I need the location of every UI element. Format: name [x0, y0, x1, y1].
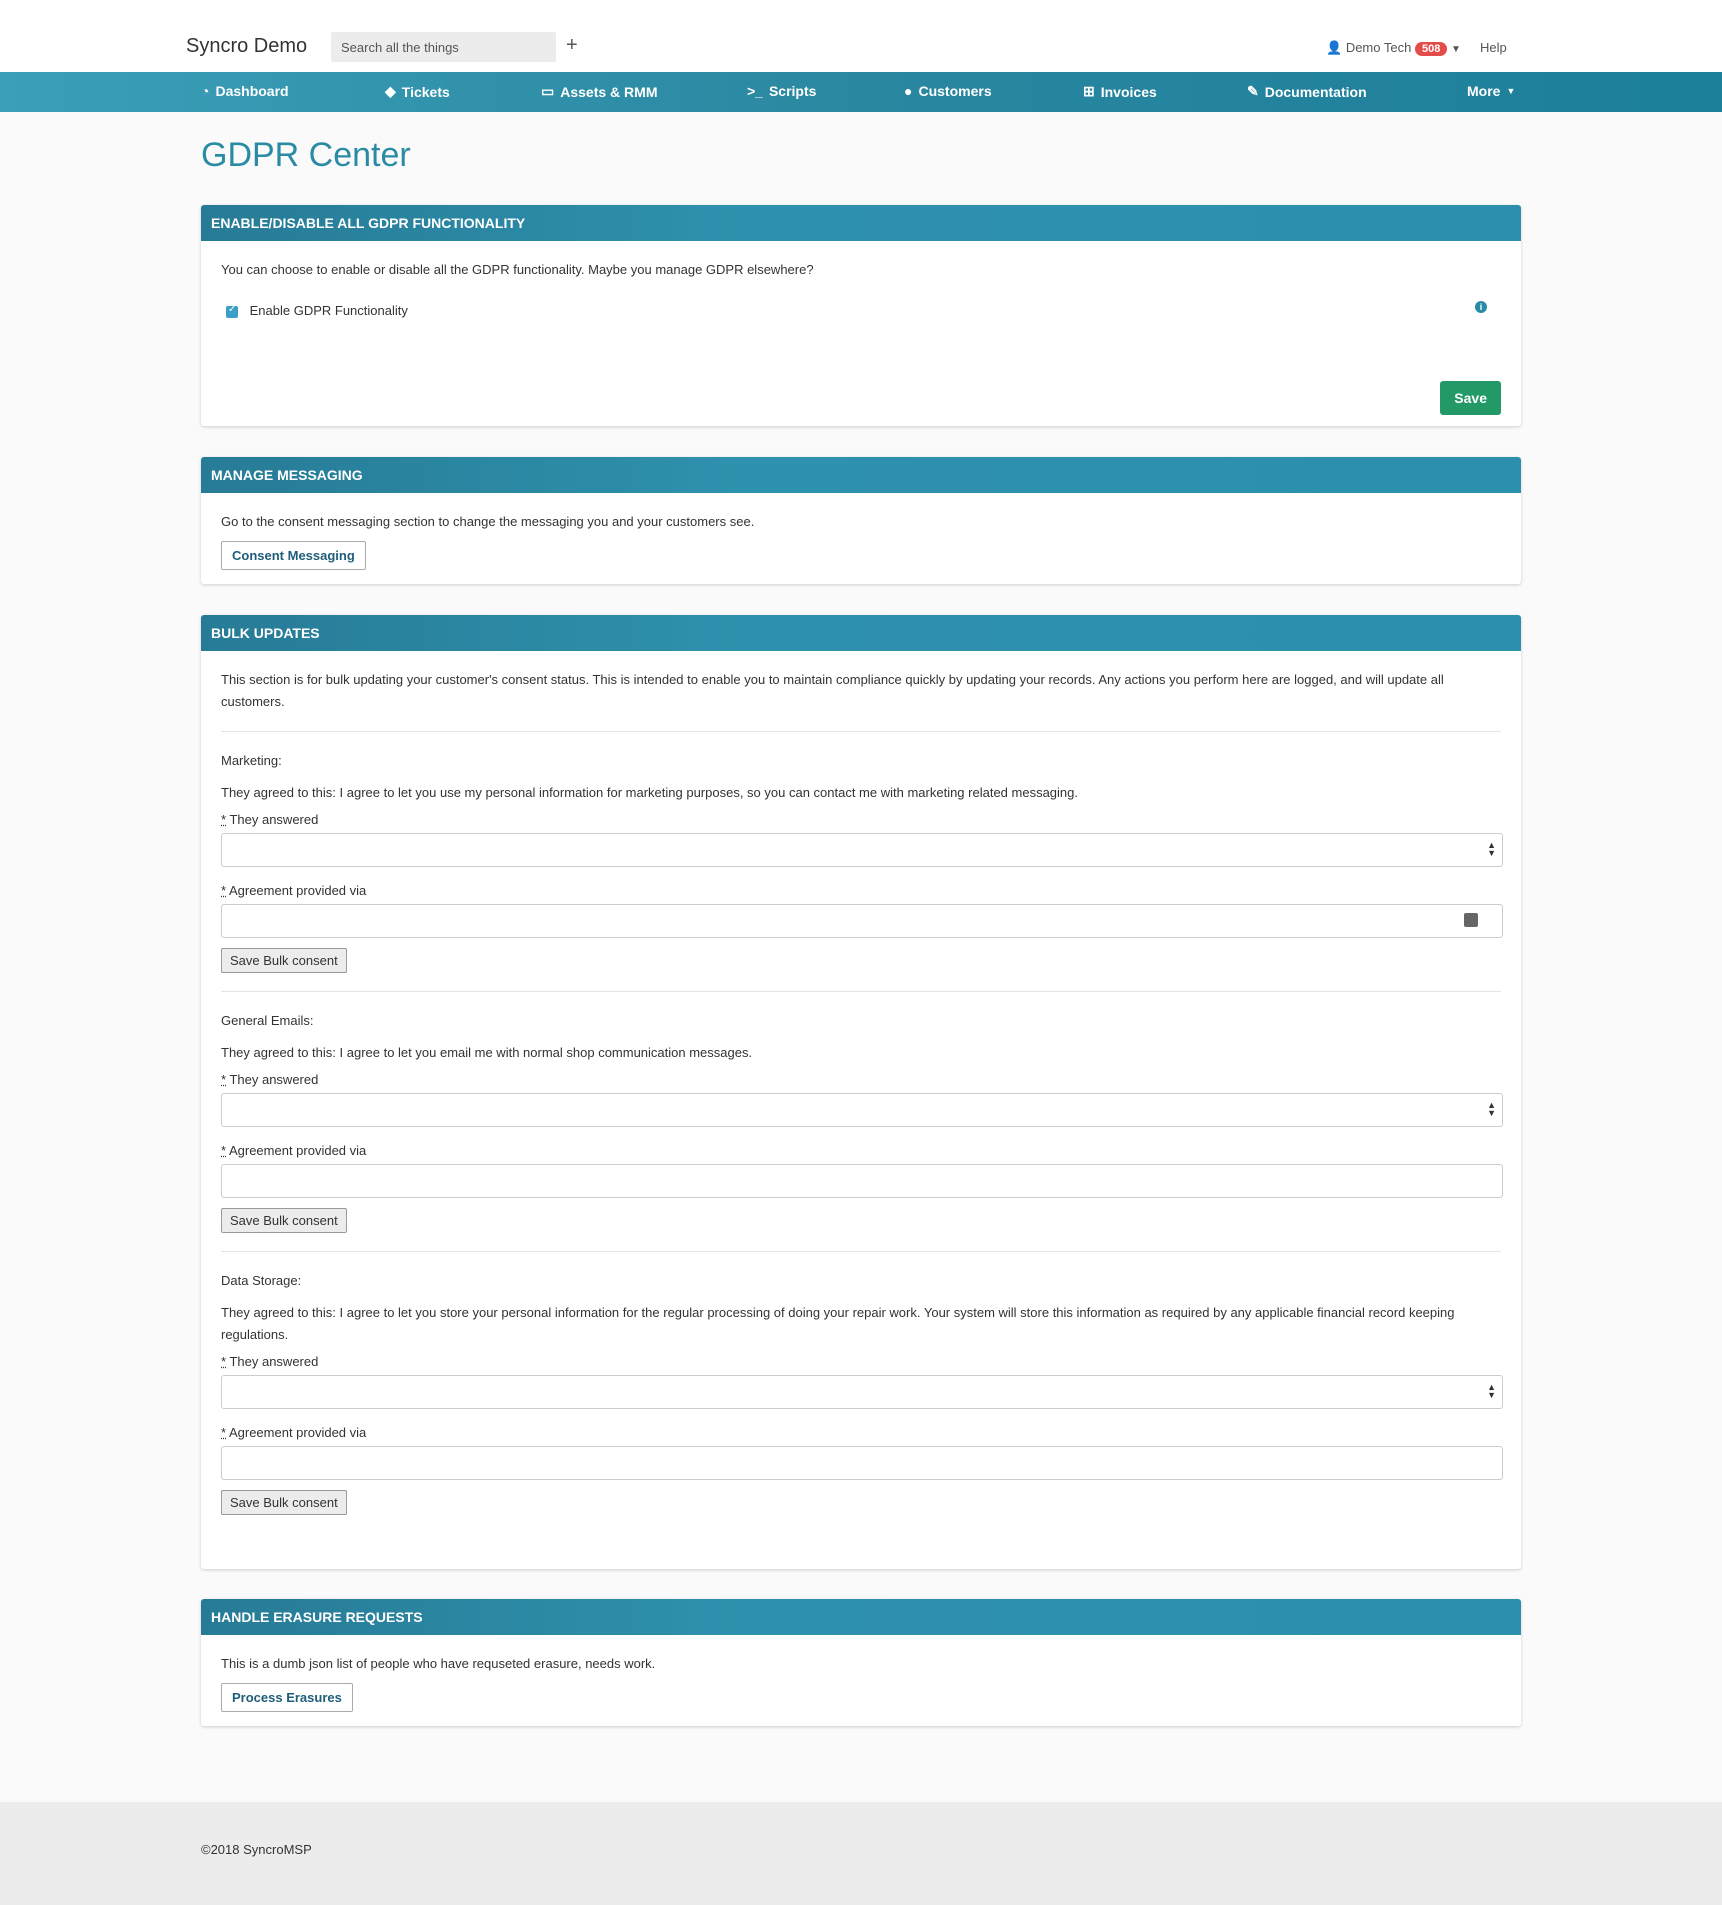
nav-invoices-label: Invoices [1100, 83, 1157, 100]
save-bulk-consent-button[interactable]: Save Bulk consent [221, 1208, 347, 1233]
required-mark: * [221, 1354, 227, 1369]
brand-name[interactable]: Syncro Demo [186, 35, 308, 57]
panel-description: This is a dumb json list of people who have requseted erasure, needs work. [221, 1656, 656, 1671]
nav-scripts[interactable] [747, 83, 816, 99]
nav-documentation-label: Documentation [1264, 83, 1367, 100]
they-answered-select[interactable] [221, 1375, 1503, 1409]
edit-icon: ✎ [1247, 83, 1259, 99]
nav-more-label: More [1467, 83, 1501, 99]
panel-heading: HANDLE ERASURE REQUESTS [201, 1599, 1521, 1635]
field-label [221, 1072, 1501, 1087]
section-name: General Emails: [221, 1013, 314, 1028]
bulk-updates-panel [201, 615, 1521, 1569]
agreement-via-input[interactable] [221, 1446, 1503, 1480]
nav-more[interactable] [1467, 83, 1515, 99]
nav-customers[interactable] [904, 83, 992, 99]
nav-scripts-label: Scripts [768, 83, 817, 99]
notification-badge: 508 [1415, 42, 1447, 56]
nav-assets[interactable] [541, 83, 657, 100]
chevron-down-icon: ▼ [1506, 86, 1516, 96]
required-mark: * [221, 812, 227, 827]
cart-icon: ⊞ [1083, 83, 1095, 99]
nav-invoices[interactable] [1083, 83, 1157, 100]
chevron-down-icon: ▼ [1450, 44, 1461, 55]
via-label: Agreement provided via [228, 1143, 367, 1158]
select-arrows-icon: ▲ ▼ [1487, 1100, 1496, 1118]
answered-label: They answered [229, 1072, 319, 1087]
nav-documentation[interactable] [1247, 83, 1367, 100]
process-erasures-button[interactable]: Process Erasures [221, 1683, 353, 1712]
agreement-via-input[interactable] [221, 1164, 1503, 1198]
user-icon: ● [904, 83, 913, 99]
page-title: GDPR Center [201, 136, 411, 174]
agreement-text: They agreed to this: I agree to let you use my personal information for marketing purposes, so you can contact me with marketing related messaging. [221, 785, 1078, 800]
section-name: Marketing: [221, 753, 282, 768]
required-mark: * [221, 883, 227, 898]
copyright: ©2018 SyncroMSP [201, 1842, 312, 1857]
footer [0, 1802, 1722, 1905]
field-label [221, 812, 1501, 827]
erasure-requests-panel [201, 1599, 1521, 1726]
panel-heading: MANAGE MESSAGING [201, 457, 1521, 493]
nav-tickets[interactable] [385, 83, 450, 100]
field-label [221, 1354, 1501, 1369]
main-nav [0, 72, 1722, 112]
they-answered-select[interactable] [221, 1093, 1503, 1127]
enable-gdpr-panel [201, 205, 1521, 426]
top-bar [0, 0, 1722, 72]
tag-icon: ◆ [385, 83, 396, 99]
via-label: Agreement provided via [228, 1425, 367, 1440]
enable-gdpr-checkbox[interactable] [226, 306, 238, 318]
required-mark: * [221, 1072, 227, 1087]
save-button[interactable]: Save [1440, 381, 1501, 415]
save-bulk-consent-button[interactable]: Save Bulk consent [221, 1490, 347, 1515]
user-icon: 👤 [1326, 40, 1343, 55]
answered-label: They answered [229, 812, 319, 827]
nav-customers-label: Customers [918, 83, 992, 99]
required-mark: * [221, 1425, 227, 1440]
nav-assets-label: Assets & RMM [560, 83, 658, 100]
panel-description: You can choose to enable or disable all the GDPR functionality. Maybe you manage GDPR elsewhere? [221, 262, 814, 277]
nav-dashboard[interactable] [201, 83, 289, 99]
checkbox-label: Enable GDPR Functionality [249, 303, 408, 318]
calendar-icon[interactable] [1464, 913, 1478, 927]
agreement-text: They agreed to this: I agree to let you email me with normal shop communication messages. [221, 1045, 753, 1060]
select-arrows-icon: ▲ ▼ [1487, 1382, 1496, 1400]
info-icon[interactable]: i [1475, 301, 1487, 313]
answered-label: They answered [229, 1354, 319, 1369]
field-label [221, 1143, 1501, 1158]
save-bulk-consent-button[interactable]: Save Bulk consent [221, 948, 347, 973]
divider [221, 731, 1501, 732]
add-icon[interactable]: + [566, 34, 578, 56]
divider [221, 991, 1501, 992]
section-name: Data Storage: [221, 1273, 302, 1288]
nav-dashboard-label: Dashboard [215, 83, 289, 99]
agreement-text: They agreed to this: I agree to let you store your personal information for the regular processing of doing your repair work. Your system will store this information as required by any applicable financial record keeping regulations. [221, 1305, 1455, 1342]
they-answered-select[interactable] [221, 833, 1503, 867]
search-input[interactable] [331, 32, 556, 62]
panel-description: Go to the consent messaging section to change the messaging you and your customers see. [221, 514, 755, 529]
field-label [221, 1425, 1501, 1440]
panel-description: This section is for bulk updating your customer's consent status. This is intended to enable you to maintain compliance quickly by updating your records. Any actions you perform here are logged, and will update all customers. [221, 672, 1444, 709]
select-arrows-icon: ▲ ▼ [1487, 840, 1496, 858]
user-menu[interactable] [1326, 40, 1461, 56]
divider [221, 1251, 1501, 1252]
agreement-via-input[interactable] [221, 904, 1503, 938]
user-name: Demo Tech [1345, 40, 1412, 55]
monitor-icon: ▭ [541, 83, 555, 99]
terminal-icon: >_ [747, 83, 763, 99]
consent-messaging-button[interactable]: Consent Messaging [221, 541, 366, 570]
nav-tickets-label: Tickets [401, 83, 450, 100]
help-link[interactable]: Help [1480, 40, 1507, 55]
panel-heading: ENABLE/DISABLE ALL GDPR FUNCTIONALITY [201, 205, 1521, 241]
manage-messaging-panel [201, 457, 1521, 584]
field-label [221, 883, 1501, 898]
required-mark: * [221, 1143, 227, 1158]
dashboard-icon: ◔ [201, 83, 210, 99]
via-label: Agreement provided via [228, 883, 367, 898]
panel-heading: BULK UPDATES [201, 615, 1521, 651]
